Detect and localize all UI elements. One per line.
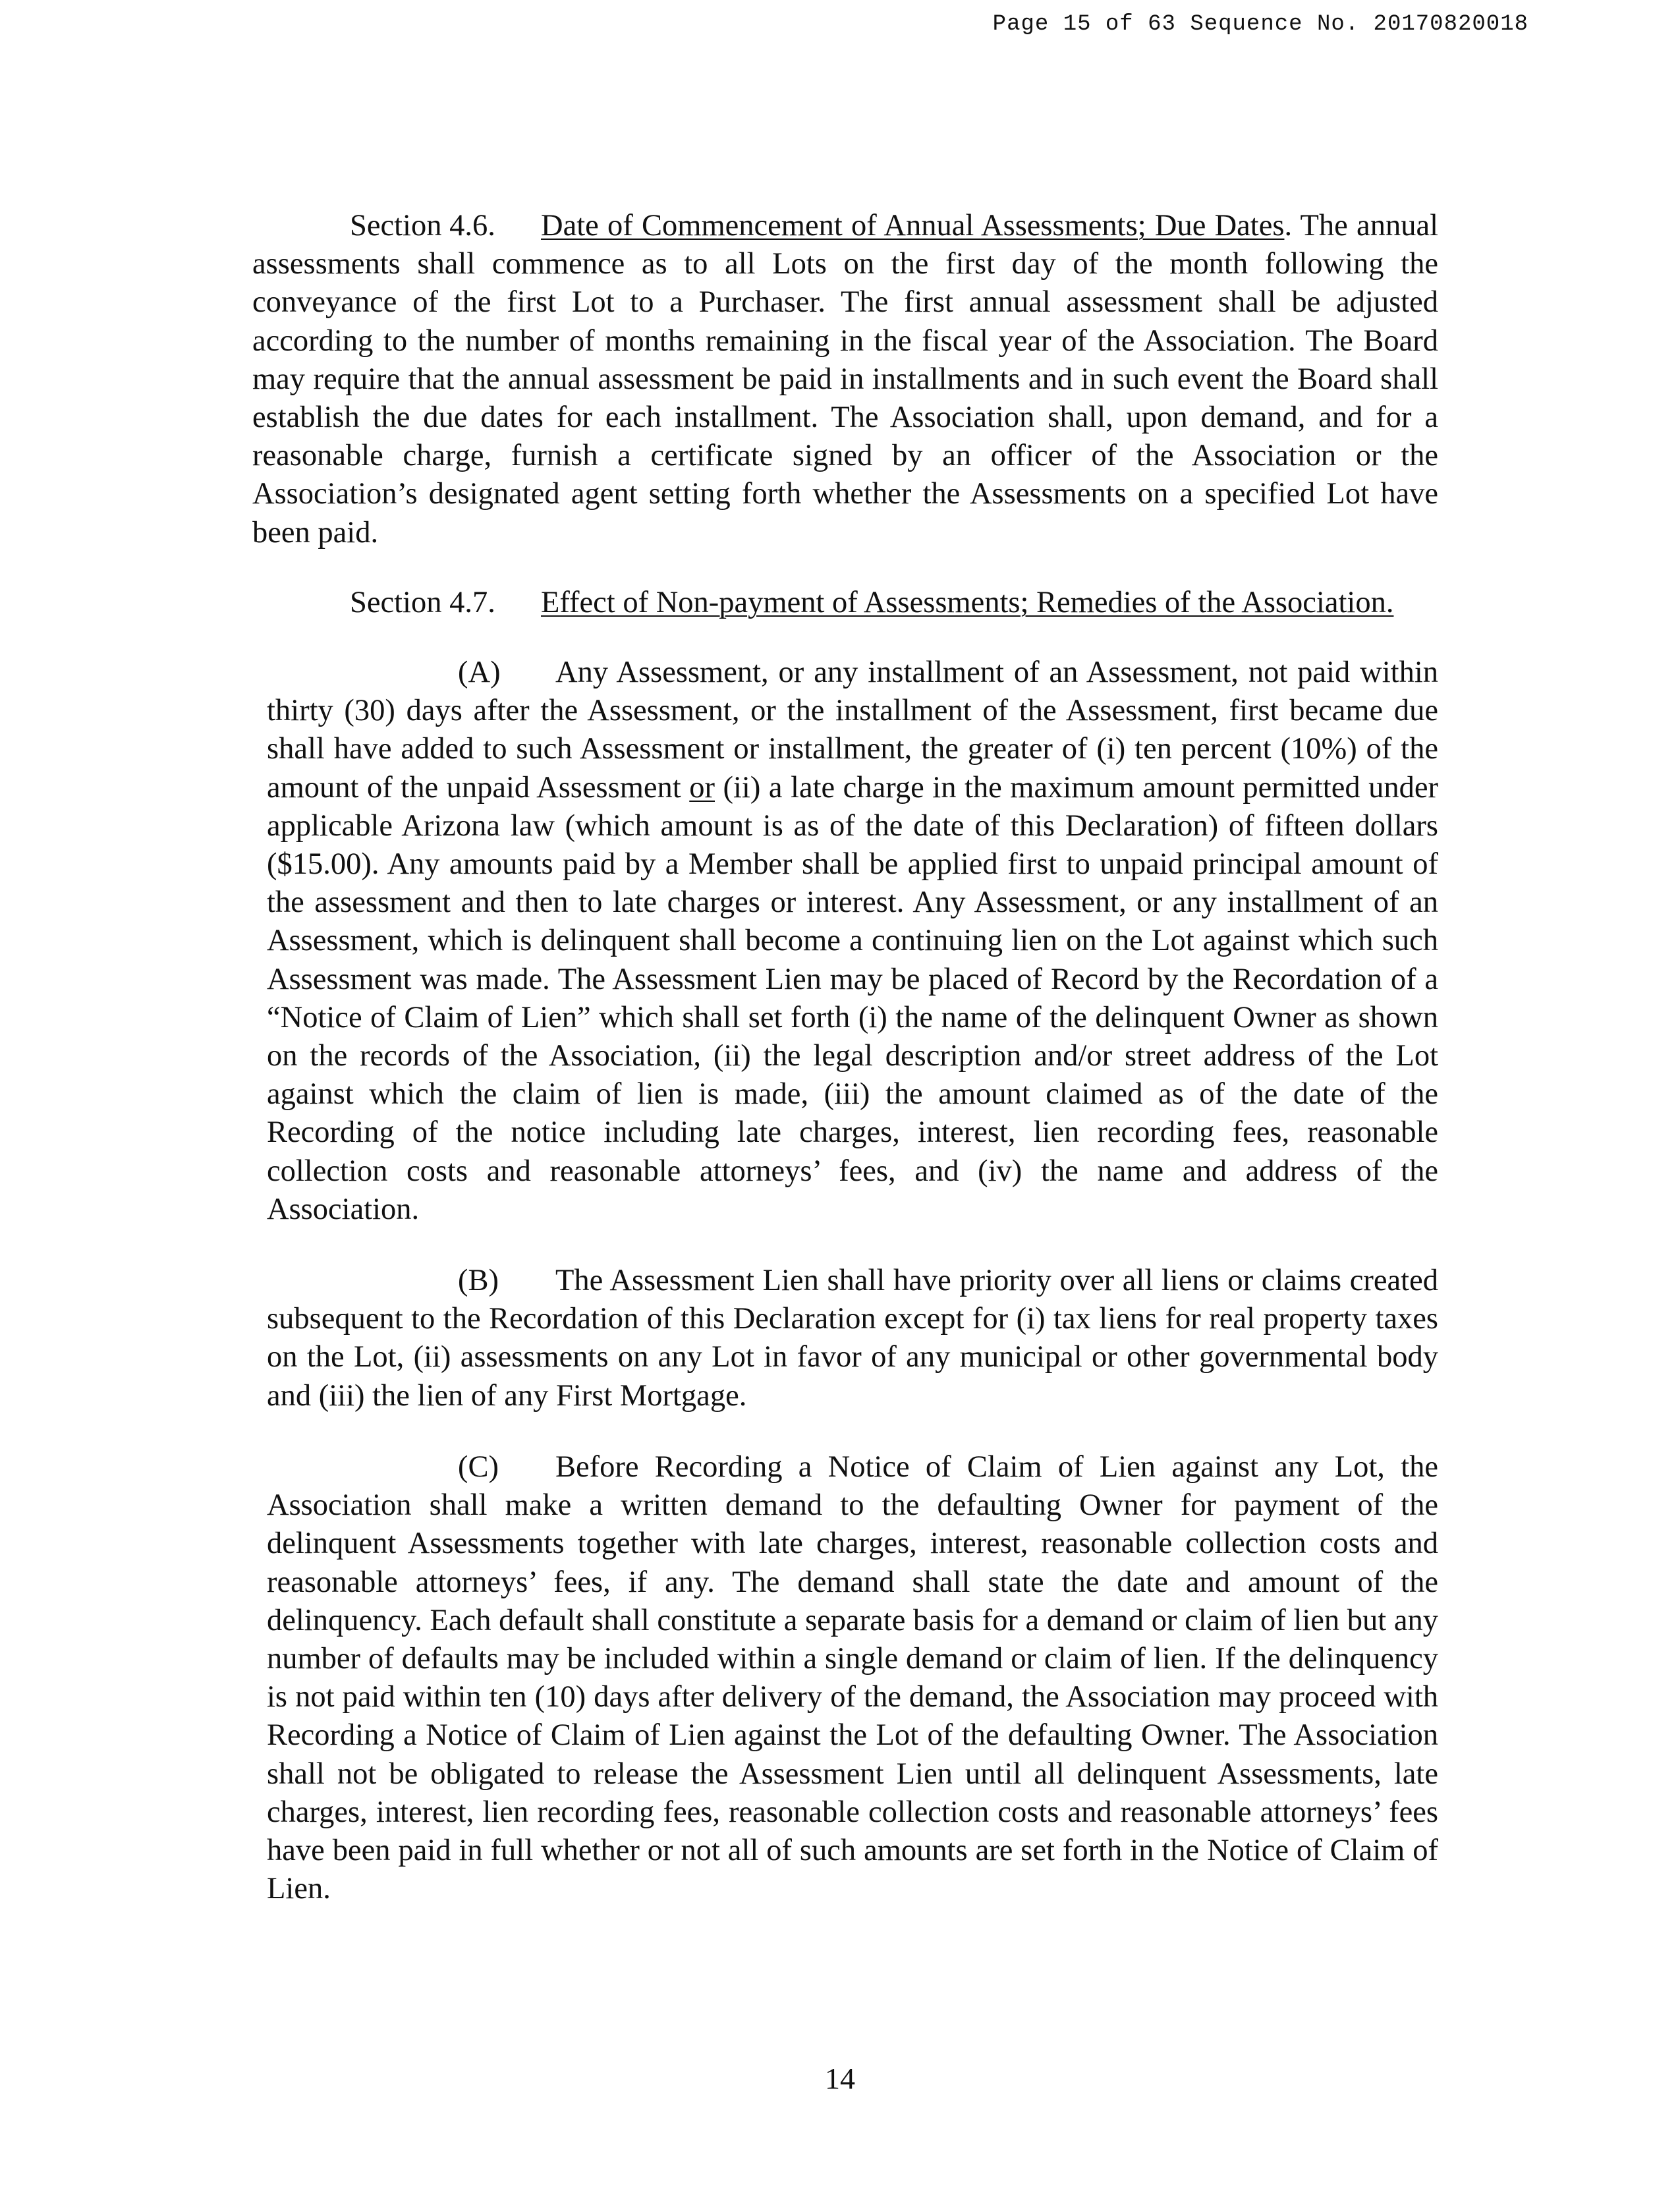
paragraph-text-continued: (ii) a late charge in the maximum amount permitted under applicable Arizona law (which amount is as of the date of this Declaration) of fifteen dollars ($15.00). Any amounts paid by a Member shall be applied first to unpaid principal amount of the assessment and then to late charges or interest. Any Assessment, or any installment of an Assessment, which is delinquent shall become a continuing lien on the Lot against which such Assessment was made. The Assessment Lien may be placed of Record by the Recordation of a “Notice of Claim of Lien” which shall set forth (i) the name of the delinquent Owner as shown on the records of the Association, (ii) the legal description and/or street address of the Lot against which the claim of lien is made, (iii) the amount claimed as of the date of the Recording of the notice including late charges, interest, lien recording fees, reasonable collection costs and reasonable attorneys’ fees, and (iv) the name and address of the Association. [267, 770, 1438, 1226]
page-number: 14 [825, 2062, 855, 2095]
paragraph-label: (C) [458, 1450, 499, 1484]
paragraph-c [252, 1448, 1438, 1908]
section-number: Section 4.7. [350, 585, 495, 619]
section-4-7 [252, 584, 1438, 622]
section-title: Date of Commencement of Annual Assessments; Due Dates [541, 209, 1285, 242]
underlined-or: or [689, 770, 715, 804]
section-title: Effect of Non-payment of Assessments; Remedies of the Association. [541, 585, 1394, 619]
paragraph-label: (B) [458, 1264, 499, 1298]
paragraph-label: (A) [458, 656, 501, 690]
document-body [252, 207, 1438, 1908]
section-4-6 [252, 207, 1438, 552]
paragraph-text: Before Recording a Notice of Claim of Lien against any Lot, the Association shall make a written demand to the defaulting Owner for payment of the delinquent Assessments together with late charges, interest, reasonable collection costs and reasonable attorneys’ fees, if any. The demand shall state the date and amount of the delinquency. Each default shall constitute a separate basis for a demand or claim of lien but any number of defaults may be included within a single demand or claim of lien. If the delinquency is not paid within ten (10) days after delivery of the demand, the Association may proceed with Recording a Notice of Claim of Lien against the Lot of the defaulting Owner. The Association shall not be obligated to release the Assessment Lien until all delinquent Assessments, late charges, interest, lien recording fees, reasonable collection costs and reasonable attorneys’ fees have been paid in full whether or not all of such amounts are set forth in the Notice of Claim of Lien. [267, 1450, 1438, 1906]
paragraph-a [252, 654, 1438, 1229]
paragraph-text: The Assessment Lien shall have priority over all liens or claims created subsequent to the Recordation of this Declaration except for (i) tax liens for real property taxes on the Lot, (ii) assessments on any Lot in favor of any municipal or other governmental body and (iii) the lien of any First Mortgage. [267, 1264, 1438, 1413]
page-header: Page 15 of 63 Sequence No. 20170820018 [992, 12, 1528, 37]
section-body: The annual assessments shall commence as to all Lots on the first day of the month following the conveyance of the first Lot to a Purchaser. The first annual assessment shall be adjusted according to the number of months remaining in the fiscal year of the Association. The Board may require that the annual assessment be paid in installments and in such event the Board shall establish the due dates for each installment. The Association shall, upon demand, and for a reasonable charge, furnish a certificate signed by an officer of the Association or the Association’s designated agent setting forth whether the Assessments on a specified Lot have been paid. [252, 209, 1438, 550]
section-number: Section 4.6. [350, 209, 495, 242]
section-title-punct: . [1284, 209, 1293, 242]
paragraph-b [252, 1262, 1438, 1415]
paragraph-text: Any Assessment, or any installment of an Assessment, not paid within thirty (30) days after the Assessment, or the installment of the Assessment, first became due shall have added to such Assessment or installment, the greater of (i) ten percent (10%) of the amount of the unpaid Assessment [267, 656, 1438, 804]
